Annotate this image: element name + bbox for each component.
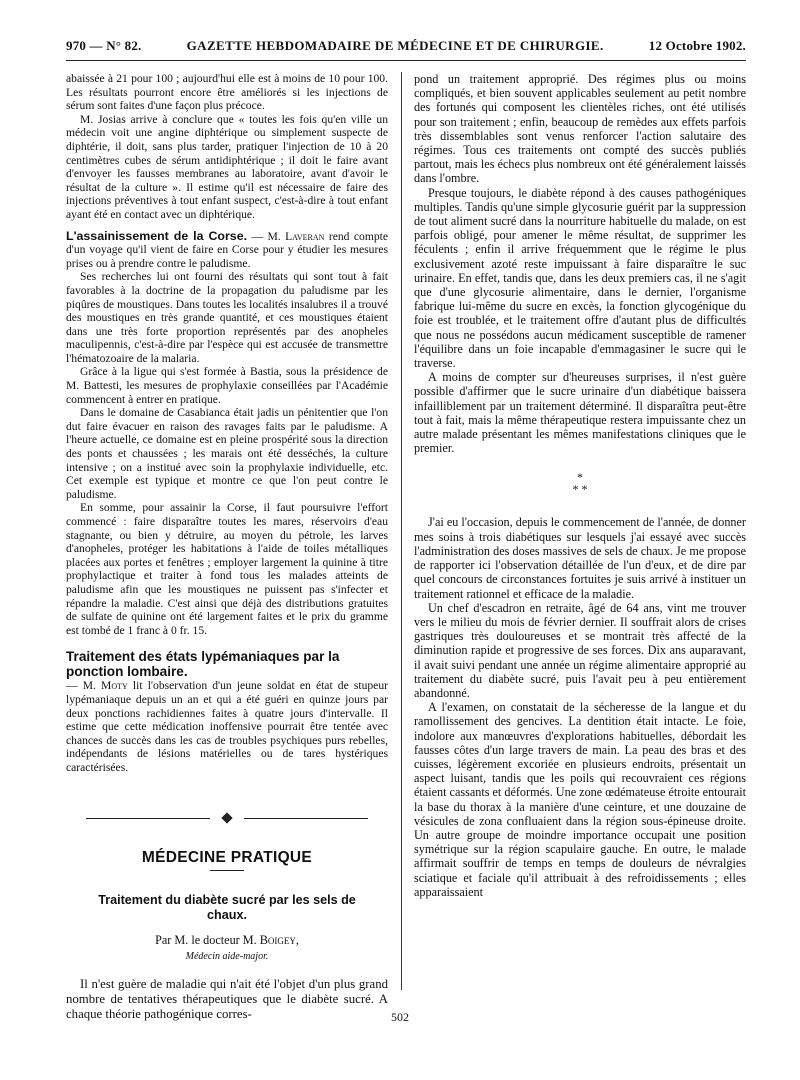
corse-note <box>66 230 388 271</box>
heading-dash: — M. <box>247 229 286 243</box>
section-title: MÉDECINE PRATIQUE <box>141 848 313 866</box>
asterism-top: * <box>577 470 583 485</box>
paragraph: Grâce à la ligue qui s'est formée à Bastia, sous la présidence de M. Battesti, les mesures de prophylaxie conseillées par l'Académie commencent à entrer en pratique. <box>66 365 388 406</box>
paragraph: A l'examen, on constatait de la sécheresse de la langue et du ramollissement des gencives. La dentition était intacte. Le foie, indolore aux manœuvres d'explorations habituelles, débordait les fausses côtes d'un large travers de main. La peau des bras et des cuisses, légèrement excoriée en plusieurs endroits, présentait un aspect luisant, tandis que les poils qui recouvraient ces régions étaient cassants et déformés. Une zone œdémateuse étroite entourait la base du thorax à la manière d'une ceinture, et une douzaine de vésicules de zona confluaient dans la région sous-épineuse droite. Un autre groupe de moindre importance occupait une position symétrique sur la région scapulaire gauche. En outre, le malade affirmait souffrir de temps en temps de douleurs de névralgies sciatique et faciale qu'il attribuait à des refroidissements ; elles apparaissaient <box>414 700 746 899</box>
byline <box>66 934 388 948</box>
paragraph: Il n'est guère de maladie qui n'ait été l'objet d'un plus grand nombre de tentatives thérapeutiques que le diabète sucré. A chaque théorie pathogénique corres- <box>66 977 388 1022</box>
right-column <box>414 72 746 899</box>
paragraph: Presque toujours, le diabète répond à des causes pathogéniques multiples. Tandis qu'une simple glycosurie guérit par la suppression de tout aliment sucré dans la nourriture habituelle du malade, on est parfois obligé, pour amener le même résultat, de supprimer les féculents ; enfin il arrive fréquemment que le régime le plus exclusivement azoté reste impuissant à faire disparaître le suc urinaire. En effet, tandis que, dans les deux premiers cas, il ne s'agit que d'une glycosurie alimentaire, dans le dernier, l'organisme fabrique lui-même du sucre en excès, la fonction glycogénique du foie est troublée, et le traitement offre d'autant plus de difficultés que nous ne possédons aucun médicament susceptible de ramener l'équilibre dans un foie incapable d'emmagasiner le sucre qui le traverse. <box>414 185 746 371</box>
asterism-bottom: * * <box>572 482 588 497</box>
page-issue: 970 — N° 82. <box>66 38 142 53</box>
author-name: Laveran <box>285 229 325 243</box>
paragraph: A moins de compter sur d'heureuses surprises, il n'est guère possible d'affirmer que le sucre urinaire d'un diabétique baissera infailliblement par un traitement déterminé. Il disparaîtra peut-être tout à fait, mais la même thérapeutique restera impuissante chez un autre malade présentant les mêmes manifestations cliniques que le premier. <box>414 370 746 456</box>
lead-text: rend compte d'un voyage qu'il vient de faire en Corse pour y étudier les mesures prises ou à prendre contre le paludisme. <box>66 229 388 270</box>
lypem-note <box>66 679 388 774</box>
issue-date: 12 Octobre 1902. <box>648 38 746 53</box>
header-rule <box>66 60 746 61</box>
running-header <box>66 38 746 54</box>
ornament-line <box>86 818 210 819</box>
paragraph: M. Josias arrive à conclure que « toutes les fois qu'en ville un médecin voit une angine diphtérique ou simplement suspecte de diphtérie, il doit, sans plus tarder, pratiquer l'injection de 10 à 20 centimètres cubes de sérum antidiphtérique ; il doit le faire avant d'envoyer les fausses membranes au laboratoire, avant d'avoir le résultat de la culture ». Il estime qu'il est nécessaire de faire des injections préventives à tout enfant suspect, c'est-à-dire à tout enfant ayant été en contact avec un diphtérique. <box>66 112 388 221</box>
lead-text: lit l'observation d'un jeune soldat en état de stupeur lypémaniaque depuis un an et qui a été guéri en quinze jours par deux ponctions rachidiennes faites à quatre jours d'intervalle. Il estime que cette médication inoffensive pourrait être tentée avec chances de succès dans les cas de troubles psychiques purs rebelles, indépendants de lésions matérielles ou de tares hystériques caractérisées. <box>66 679 388 774</box>
article-title: Traitement du diabète sucré par les sels de chaux. <box>98 893 356 922</box>
author-role: Médecin aide-major. <box>185 950 269 962</box>
byline-suffix: , <box>295 933 299 948</box>
diamond-icon <box>221 812 232 823</box>
ornament-line <box>244 818 368 819</box>
section-heading: L'assainissement de la Corse. <box>66 228 248 243</box>
paragraph: pond un traitement approprié. Des régimes plus ou moins compliqués, et bien souvent applicables seulement au petit nombre des fortunés qui composent les clientèles riches, ont été utilisés pour son traitement ; enfin, beaucoup de remèdes aux effets parfois très dissemblables sont venus renforcer l'action salutaire des régimes. Tous ces traitements ont compté des succès publiés partout, mais les échecs plus nombreux ont été généralement laissés dans l'ombre. <box>414 72 746 186</box>
section-heading: Traitement des états lypémaniaques par la ponction lombaire. <box>66 649 340 680</box>
journal-title: GAZETTE HEBDOMADAIRE DE MÉDECINE ET DE CHIRURGIE. <box>186 38 604 53</box>
paragraph: Ses recherches lui ont fourni des résultats qui sont tout à fait favorables à la doctrine de la propagation du paludisme par les piqûres de moustiques. Dans toutes les localités insalubres il a trouvé des moustiques en très grande quantité, et ces moustiques étaient dans une très forte proportion représentés par des anopheles maculipennis, c'est-à-dire par l'espèce qui est accusée de transmettre l'hématozoaire de la malaria. <box>66 270 388 365</box>
paragraph: Dans le domaine de Casabianca était jadis un pénitentier que l'on dut faire évacuer en raison des ravages faits par le paludisme. A l'heure actuelle, ce domaine est en pleine prospérité sous la direction des ponts et chaussées ; les marais ont été desséchés, la culture intensive ; on a institué avec soin la prophylaxie individuelle, etc. Cet exemple est typique et montre ce que l'on peut contre le paludisme. <box>66 406 388 501</box>
paragraph: En somme, pour assainir la Corse, il faut poursuivre l'effort commencé : faire disparaître toutes les mares, réservoirs d'eau stagnante, ou bien y détruire, au moyen du pétrole, les larves d'anopheles, protéger les habitations à l'aide de toiles métalliques placées aux portes et fenêtres ; employer largement la quinine à titre prophylactique et traiter à fond tous les malades atteints de paludisme afin que les moustiques ne puissent pas s'infecter et répandre la maladie. C'est ainsi que déjà des distributions gratuites de sulfate de quinine ont été largement faites et le prix du gramme est tombé de 1 franc à 0 fr. 15. <box>66 501 388 637</box>
paragraph: J'ai eu l'occasion, depuis le commencement de l'année, de donner mes soins à trois diabétiques sur lesquels j'ai essayé avec succès l'administration des doses massives de sels de chaux. Je me propose de rapporter ici l'observation détaillée de l'un d'eux, et de dire par quel concours de circonstances fortuites je suis arrivé à instituer un traitement rationnel et efficace de la maladie. <box>414 515 746 601</box>
author-name: Boigey <box>259 933 296 948</box>
byline-prefix: Par M. le docteur M. <box>155 933 260 948</box>
author-name: Moty <box>101 679 128 693</box>
column-divider <box>401 72 402 990</box>
section-ornament <box>86 809 368 829</box>
left-column <box>66 72 388 1022</box>
heading-dash: — M. <box>66 679 102 693</box>
page-number: 502 <box>391 1010 409 1024</box>
asterism <box>414 471 746 495</box>
paragraph: abaissée à 21 pour 100 ; aujourd'hui elle est à moins de 10 pour 100. Les résultats pourront encore être améliorés si les injections de sérum sont faites d'une façon plus précoce. <box>66 72 388 113</box>
title-rule <box>210 870 244 871</box>
paragraph: Un chef d'escadron en retraite, âgé de 64 ans, vint me trouver vers le milieu du mois de février dernier. Il souffrait alors de crises gastriques très douloureuses et se montrait très affecté de la diminution rapide et progressive de ses forces. Dix ans auparavant, il avait suivi pendant une année un régime alimentaire approprié au traitement du diabète sucré, puis l'avait peu à peu entièrement abandonné. <box>414 600 746 700</box>
